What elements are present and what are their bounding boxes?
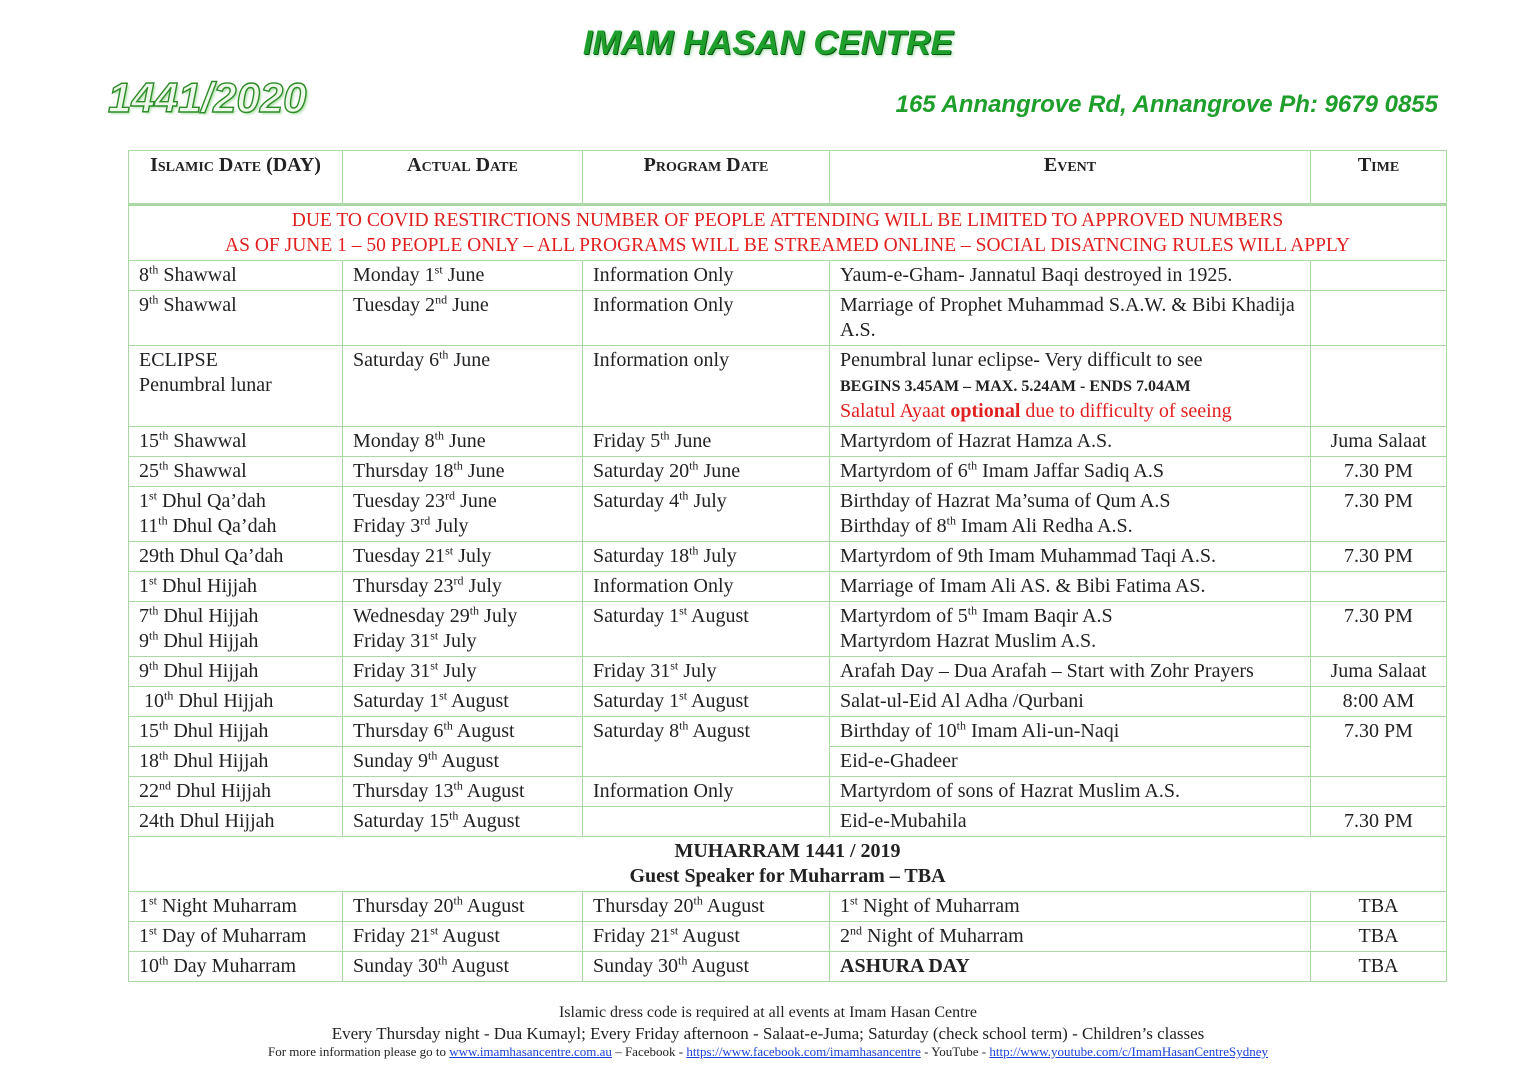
table-row: [129, 657, 1447, 687]
emphasis-text: Salatul Ayaat optional due to difficulty of seeing: [840, 400, 1232, 422]
actual-date-cell: Saturday 15th August: [343, 807, 583, 837]
guest-speaker-note: Guest Speaker for Muharram – TBA: [629, 865, 946, 887]
ordinal-suffix: th: [453, 778, 463, 793]
covid-notice-line2: AS OF JUNE 1 – 50 PEOPLE ONLY – ALL PROGRAMS WILL BE STREAMED ONLINE – SOCIAL DISATNCING RULES WILL APPLY: [225, 235, 1350, 256]
islamic-date-cell: 15th Shawwal: [129, 427, 343, 457]
ordinal-suffix: th: [149, 603, 159, 618]
actual-date-cell: Sunday 30th August: [343, 952, 583, 982]
table-row: [129, 427, 1447, 457]
ordinal-suffix: st: [670, 923, 679, 938]
islamic-date-cell: 15th Dhul Hijjah: [129, 717, 343, 747]
ordinal-suffix: st: [149, 923, 158, 938]
actual-date-cell: Wednesday 29th July Friday 31st July: [343, 602, 583, 657]
event-cell: Eid-e-Ghadeer: [830, 747, 1311, 777]
ordinal-suffix: th: [159, 428, 169, 443]
table-row: [129, 261, 1447, 291]
program-date-cell: Saturday 1st August: [583, 687, 830, 717]
ordinal-suffix: st: [850, 893, 859, 908]
ordinal-suffix: th: [434, 428, 445, 443]
facebook-label: – Facebook -: [611, 1044, 687, 1059]
islamic-date-cell: 1st Dhul Qa’dah 11th Dhul Qa’dah: [129, 487, 343, 542]
event-cell: Penumbral lunar eclipse- Very difficult to see BEGINS 3.45AM – MAX. 5.24AM - ENDS 7.04AM Salatul Ayaat optional due to difficulty of seeing: [830, 346, 1311, 427]
time-cell: 7.30 PM: [1311, 602, 1447, 657]
actual-date-cell: Thursday 18th June: [343, 457, 583, 487]
ordinal-suffix: st: [149, 573, 158, 588]
emphasis-text: BEGINS 3.45AM – MAX. 5.24AM - ENDS 7.04AM: [840, 378, 1191, 395]
ordinal-suffix: th: [158, 513, 168, 528]
website-link[interactable]: www.imamhasancentre.com.au: [449, 1044, 612, 1059]
ordinal-suffix: th: [967, 458, 978, 473]
ordinal-suffix: st: [430, 658, 439, 673]
program-date-cell: Saturday 4th July: [583, 487, 830, 542]
ordinal-suffix: st: [679, 603, 688, 618]
islamic-date-cell: 8th Shawwal: [129, 261, 343, 291]
event-cell: 2nd Night of Muharram: [830, 922, 1311, 952]
ordinal-suffix: rd: [420, 513, 431, 528]
weekly-programs-note: Every Thursday night - Dua Kumayl; Every Friday afternoon - Salaat-e-Juma; Saturday (check school term) - Children’s classes: [331, 1024, 1205, 1043]
ordinal-suffix: th: [438, 953, 448, 968]
program-date-cell: Information Only: [583, 572, 830, 602]
islamic-date-cell: 9th Dhul Hijjah: [129, 657, 343, 687]
islamic-date-cell: 9th Shawwal: [129, 291, 343, 346]
time-cell: 7.30 PM: [1311, 717, 1447, 777]
col-program-date: Program Date: [583, 151, 830, 205]
event-cell: Martyrdom of Hazrat Hamza A.S.: [830, 427, 1311, 457]
table-row: [129, 952, 1447, 982]
table-row: [129, 457, 1447, 487]
ordinal-suffix: th: [159, 953, 169, 968]
ordinal-suffix: th: [149, 292, 159, 307]
time-cell: TBA: [1311, 952, 1447, 982]
ordinal-suffix: th: [689, 543, 699, 558]
time-cell: 8:00 AM: [1311, 687, 1447, 717]
muharram-title: MUHARRAM 1441 / 2019: [674, 840, 901, 862]
ordinal-suffix: st: [434, 262, 443, 277]
col-actual-date: Actual Date: [343, 151, 583, 205]
actual-date-cell: Saturday 1st August: [343, 687, 583, 717]
ordinal-suffix: th: [946, 513, 956, 528]
table-row: [129, 346, 1447, 427]
ordinal-suffix: th: [693, 893, 703, 908]
program-date-cell: Friday 5th June: [583, 427, 830, 457]
ordinal-suffix: th: [428, 748, 438, 763]
ordinal-suffix: st: [430, 923, 439, 938]
actual-date-cell: Saturday 6th June: [343, 346, 583, 427]
ordinal-suffix: th: [149, 628, 159, 643]
ordinal-suffix: th: [164, 688, 174, 703]
actual-date-cell: Tuesday 2nd June: [343, 291, 583, 346]
table-row: [129, 542, 1447, 572]
ordinal-suffix: th: [449, 808, 459, 823]
program-date-cell: Saturday 1st August: [583, 602, 830, 657]
actual-date-cell: Thursday 6th August: [343, 717, 583, 747]
address-phone: 165 Annangrove Rd, Annangrove Ph: 9679 0855: [895, 91, 1438, 118]
time-cell: 7.30 PM: [1311, 807, 1447, 837]
event-cell: Eid-e-Mubahila: [830, 807, 1311, 837]
program-date-cell: Saturday 8th August: [583, 717, 830, 777]
program-date-cell: Saturday 20th June: [583, 457, 830, 487]
time-cell: Juma Salaat: [1311, 657, 1447, 687]
ordinal-suffix: st: [149, 893, 158, 908]
event-cell: Martyrdom of 5th Imam Baqir A.S Martyrdom Hazrat Muslim A.S.: [830, 602, 1311, 657]
ordinal-suffix: th: [453, 893, 463, 908]
ordinal-suffix: th: [159, 718, 169, 733]
col-islamic-date: Islamic Date (DAY): [129, 151, 343, 205]
ordinal-suffix: th: [679, 718, 689, 733]
covid-notice-row: [129, 205, 1447, 261]
table-row: [129, 602, 1447, 657]
islamic-date-cell: 24th Dhul Hijjah: [129, 807, 343, 837]
event-cell: 1st Night of Muharram: [830, 892, 1311, 922]
table-row: [129, 572, 1447, 602]
islamic-date-cell: 29th Dhul Qa’dah: [129, 542, 343, 572]
ordinal-suffix: th: [689, 458, 699, 473]
facebook-link[interactable]: https://www.facebook.com/imamhasancentre: [686, 1044, 921, 1059]
time-cell: 7.30 PM: [1311, 542, 1447, 572]
ordinal-suffix: st: [439, 688, 448, 703]
program-date-cell: Friday 21st August: [583, 922, 830, 952]
event-cell: Arafah Day – Dua Arafah – Start with Zohr Prayers: [830, 657, 1311, 687]
event-cell: Marriage of Imam Ali AS. & Bibi Fatima AS.: [830, 572, 1311, 602]
schedule-table: [128, 150, 1447, 982]
table-row: [129, 777, 1447, 807]
table-header-row: [129, 151, 1447, 205]
islamic-date-cell: 18th Dhul Hijjah: [129, 747, 343, 777]
covid-notice-line1: DUE TO COVID RESTIRCTIONS NUMBER OF PEOPLE ATTENDING WILL BE LIMITED TO APPROVED NUMBERS: [291, 210, 1284, 231]
table-row: [129, 487, 1447, 542]
event-cell: Marriage of Prophet Muhammad S.A.W. & Bibi Khadija A.S.: [830, 291, 1311, 346]
youtube-link[interactable]: http://www.youtube.com/c/ImamHasanCentreSydney: [989, 1044, 1268, 1059]
col-time: Time: [1311, 151, 1447, 205]
islamic-date-cell: 22nd Dhul Hijjah: [129, 777, 343, 807]
time-cell: 7.30 PM: [1311, 487, 1447, 542]
program-date-cell: Information only: [583, 346, 830, 427]
table-row: [129, 922, 1447, 952]
dress-code-note: Islamic dress code is required at all events at Imam Hasan Centre: [558, 1004, 978, 1021]
time-cell: 7.30 PM: [1311, 457, 1447, 487]
ordinal-suffix: nd: [435, 292, 448, 307]
program-date-cell: Thursday 20th August: [583, 892, 830, 922]
youtube-label: - YouTube -: [920, 1044, 990, 1059]
ordinal-suffix: st: [445, 543, 454, 558]
time-cell: [1311, 261, 1447, 291]
program-date-cell: [583, 807, 830, 837]
islamic-date-cell: ECLIPSE Penumbral lunar: [129, 346, 343, 427]
islamic-date-cell: 7th Dhul Hijjah 9th Dhul Hijjah: [129, 602, 343, 657]
ordinal-suffix: nd: [159, 778, 171, 793]
more-info-line: [0, 1044, 1536, 1060]
ordinal-suffix: th: [679, 488, 689, 503]
islamic-date-cell: 10th Day Muharram: [129, 952, 343, 982]
year-label: 1441/2020: [108, 74, 307, 121]
event-cell: Martyrdom of 9th Imam Muhammad Taqi A.S.: [830, 542, 1311, 572]
time-cell: Juma Salaat: [1311, 427, 1447, 457]
muharram-heading: [129, 837, 1447, 892]
more-info-prefix: For more information please go to: [268, 1044, 450, 1059]
emphasis-text: ASHURA DAY: [840, 955, 970, 977]
ordinal-suffix: st: [149, 488, 158, 503]
program-date-cell: Information Only: [583, 261, 830, 291]
program-date-cell: Sunday 30th August: [583, 952, 830, 982]
actual-date-cell: Friday 21st August: [343, 922, 583, 952]
actual-date-cell: Thursday 13th August: [343, 777, 583, 807]
ordinal-suffix: rd: [445, 488, 456, 503]
islamic-date-cell: 25th Shawwal: [129, 457, 343, 487]
actual-date-cell: Thursday 20th August: [343, 892, 583, 922]
event-cell: Martyrdom of 6th Imam Jaffar Sadiq A.S: [830, 457, 1311, 487]
time-cell: [1311, 291, 1447, 346]
ordinal-suffix: th: [967, 603, 978, 618]
event-cell: Birthday of Hazrat Ma’suma of Qum A.S Birthday of 8th Imam Ali Redha A.S.: [830, 487, 1311, 542]
event-cell: Yaum-e-Gham- Jannatul Baqi destroyed in 1925.: [830, 261, 1311, 291]
islamic-date-cell: 1st Dhul Hijjah: [129, 572, 343, 602]
program-date-cell: Information Only: [583, 291, 830, 346]
emphasis-text: optional: [950, 400, 1021, 422]
ordinal-suffix: th: [469, 603, 480, 618]
ordinal-suffix: th: [443, 718, 453, 733]
actual-date-cell: Monday 1st June: [343, 261, 583, 291]
table-row: [129, 892, 1447, 922]
actual-date-cell: Tuesday 21st July: [343, 542, 583, 572]
islamic-date-cell: 1st Night Muharram: [129, 892, 343, 922]
event-cell: [830, 952, 1311, 982]
actual-date-cell: Tuesday 23rd June Friday 3rd July: [343, 487, 583, 542]
event-cell: Salat-ul-Eid Al Adha /Qurbani: [830, 687, 1311, 717]
islamic-date-cell: 1st Day of Muharram: [129, 922, 343, 952]
centre-title: IMAM HASAN CENTRE: [582, 24, 954, 62]
ordinal-suffix: th: [149, 262, 159, 277]
ordinal-suffix: st: [430, 628, 439, 643]
ordinal-suffix: th: [439, 347, 449, 362]
ordinal-suffix: th: [660, 428, 670, 443]
ordinal-suffix: nd: [850, 923, 862, 938]
actual-date-cell: Friday 31st July: [343, 657, 583, 687]
event-cell: Martyrdom of sons of Hazrat Muslim A.S.: [830, 777, 1311, 807]
event-cell: Birthday of 10th Imam Ali-un-Naqi: [830, 717, 1311, 747]
time-cell: TBA: [1311, 922, 1447, 952]
ordinal-suffix: th: [453, 458, 463, 473]
program-date-cell: Saturday 18th July: [583, 542, 830, 572]
table-row: [129, 291, 1447, 346]
muharram-section-row: [129, 837, 1447, 892]
time-cell: [1311, 572, 1447, 602]
program-date-cell: Friday 31st July: [583, 657, 830, 687]
islamic-date-cell: 10th Dhul Hijjah: [129, 687, 343, 717]
time-cell: [1311, 777, 1447, 807]
program-date-cell: Information Only: [583, 777, 830, 807]
ordinal-suffix: rd: [453, 573, 464, 588]
ordinal-suffix: st: [670, 658, 679, 673]
ordinal-suffix: th: [678, 953, 688, 968]
ordinal-suffix: th: [149, 658, 159, 673]
table-row: [129, 687, 1447, 717]
covid-notice: [129, 205, 1447, 261]
time-cell: [1311, 346, 1447, 427]
table-row: [129, 717, 1447, 747]
ordinal-suffix: th: [159, 458, 169, 473]
time-cell: TBA: [1311, 892, 1447, 922]
ordinal-suffix: st: [679, 688, 688, 703]
ordinal-suffix: th: [159, 748, 169, 763]
ordinal-suffix: th: [956, 718, 966, 733]
table-row: [129, 807, 1447, 837]
actual-date-cell: Thursday 23rd July: [343, 572, 583, 602]
actual-date-cell: Sunday 9th August: [343, 747, 583, 777]
col-event: Event: [830, 151, 1311, 205]
actual-date-cell: Monday 8th June: [343, 427, 583, 457]
